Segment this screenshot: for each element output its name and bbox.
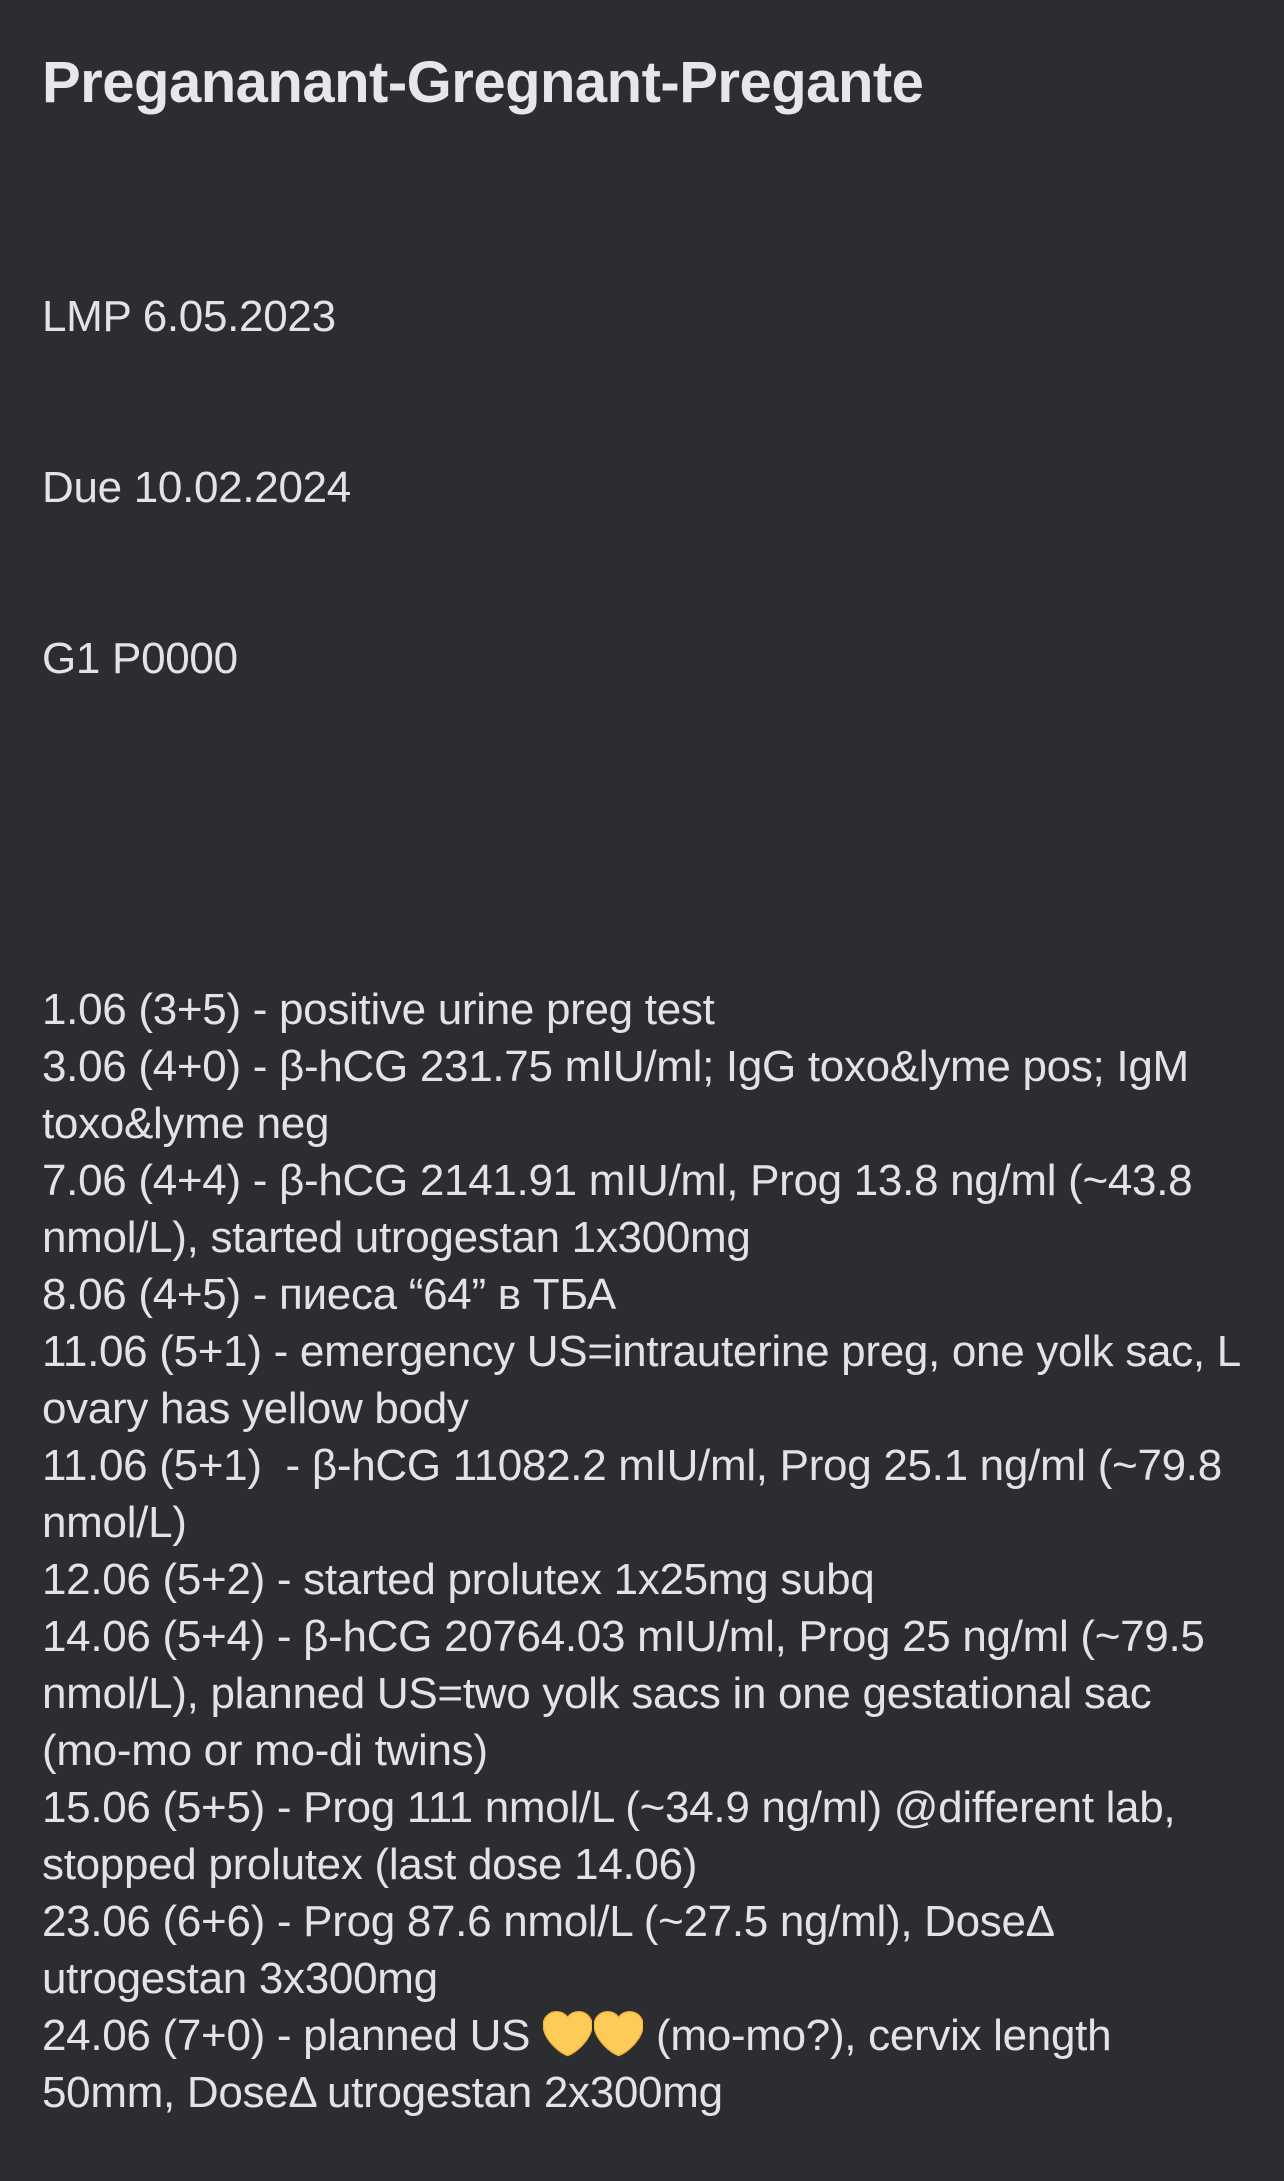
yellow-heart-icon [594,2009,643,2058]
timeline-entry: 11.06 (5+1) - β-hCG 11082.2 mIU/ml, Prog 25.1 ng/ml (~79.8 nmol/L) [42,1441,1234,1547]
gravida-para-line: G1 P0000 [42,634,238,683]
timeline-entry: 8.06 (4+5) - пиеса “64” в ТБА [42,1270,616,1319]
lmp-date-line: LMP 6.05.2023 [42,292,336,341]
timeline-entry: 23.06 (6+6) - Prog 87.6 nmol/L (~27.5 ng/ml), DoseΔ utrogestan 3x300mg [42,1897,1065,2003]
timeline-entry: 15.06 (5+5) - Prog 111 nmol/L (~34.9 ng/ml) @different lab, stopped prolutex (last dose 14.06) [42,1783,1188,1889]
timeline-entry: 12.06 (5+2) - started prolutex 1x25mg subq [42,1555,875,1604]
timeline-entry: 24.06 (7+0) - planned US (mo-mo?), cervix length 50mm, DoseΔ utrogestan 2x300mg [42,2007,1246,2121]
timeline-block [42,981,1252,2121]
timeline-entry: 14.06 (5+4) - β-hCG 20764.03 mIU/ml, Prog 25 ng/ml (~79.5 nmol/L), planned US=two yolk sacs in one gestational sac (mo-mo or mo-di twins) [42,1612,1217,1775]
timeline-entry: 1.06 (3+5) - positive urine preg test [42,985,715,1034]
due-date-line: Due 10.02.2024 [42,463,351,512]
note-title: Pregananant-Gregnant-Pregante [42,50,924,115]
pregnancy-info-block [42,174,1246,801]
timeline-entry: 3.06 (4+0) - β-hCG 231.75 mIU/ml; IgG toxo&lyme pos; IgM toxo&lyme neg [42,1042,1201,1148]
yellow-heart-icon [543,2009,592,2058]
timeline-entry: 11.06 (5+1) - emergency US=intrauterine preg, one yolk sac, L ovary has yellow body [42,1327,1252,1433]
timeline-entry: 7.06 (4+4) - β-hCG 2141.91 mIU/ml, Prog 13.8 ng/ml (~43.8 nmol/L), started utrogestan 1x300mg [42,1156,1205,1262]
